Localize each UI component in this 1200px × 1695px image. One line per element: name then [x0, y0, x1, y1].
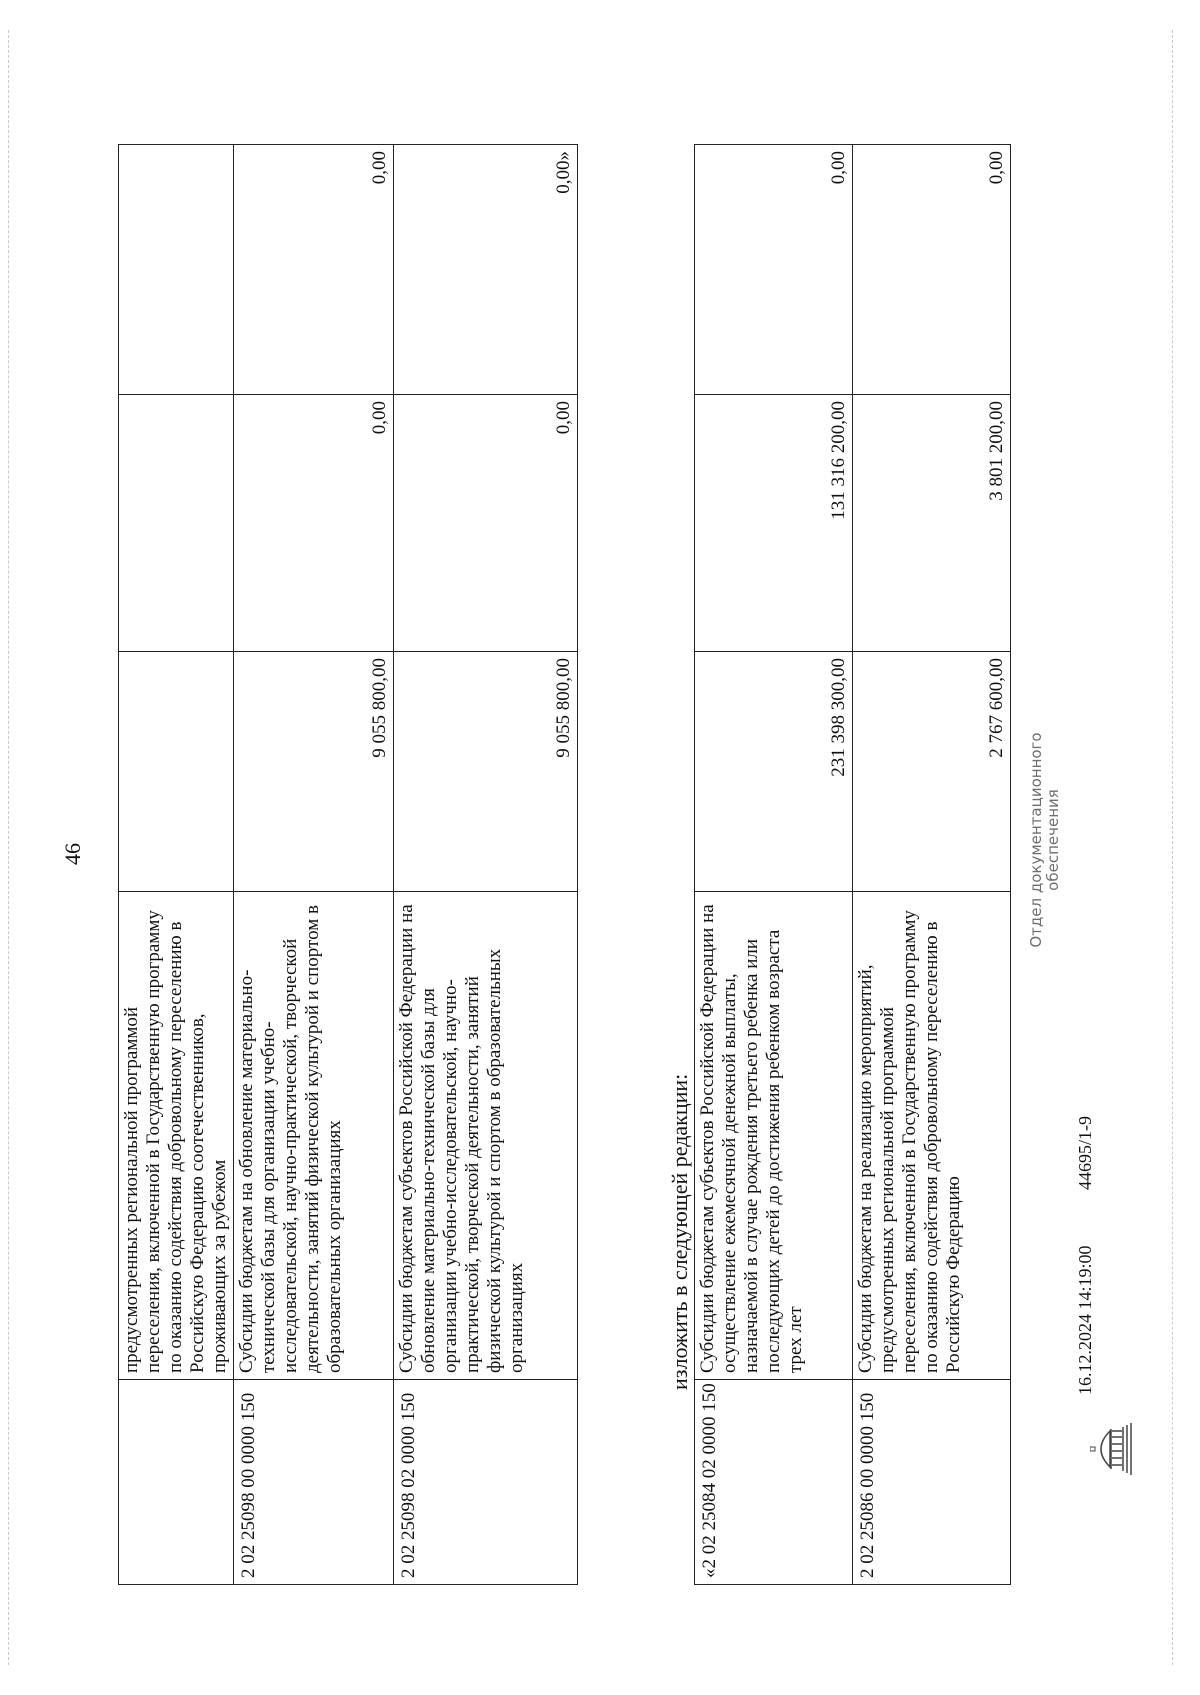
value-cell: 0,00: [234, 395, 394, 652]
scan-edge-bottom: [1172, 30, 1173, 1665]
table-row: [234, 145, 394, 1585]
budget-code: [119, 1380, 234, 1585]
budget-description: Субсидии бюджетам субъектов Российской Федерации на осуществление ежемесячной денежной выплаты, назначаемой в случае рождения третьего ребенка или последующих детей до достижения ребенком возраста трех лет: [695, 892, 853, 1380]
value-cell: 0,00: [695, 145, 853, 395]
value-cell: 0,00»: [394, 145, 578, 395]
scan-edge-top: [8, 30, 9, 1665]
value-cell: 231 398 300,00: [695, 652, 853, 892]
department-stamp: [1028, 675, 1062, 1005]
duma-emblem-icon: [1090, 1421, 1132, 1477]
page-number: 46: [60, 843, 85, 865]
table-row: [853, 145, 1011, 1585]
table-row: [695, 145, 853, 1585]
budget-code: 2 02 25098 00 0000 150: [234, 1380, 394, 1585]
value-cell: 9 055 800,00: [394, 652, 578, 892]
budget-description: Субсидии бюджетам субъектов Российской Федерации на обновление материально-технической базы для организации учебно-исследовательской, научно-практической, творческой деятельности, занятий физической культурой и спортом в образовательных организациях: [394, 892, 578, 1380]
value-cell: [119, 145, 234, 395]
value-cell: 3 801 200,00: [853, 395, 1011, 652]
budget-description: предусмотренных региональной программой переселения, включенной в Государственную программу по оказанию содействия добровольному переселению в Российскую Федерацию соотечественников, проживающих за рубежом: [119, 892, 234, 1380]
footer-document-number: 44695/1-9: [1075, 1116, 1095, 1190]
value-cell: [119, 652, 234, 892]
value-cell: 2 767 600,00: [853, 652, 1011, 892]
budget-code: «2 02 25084 02 0000 150: [695, 1380, 853, 1585]
stamp-line: обеспечения: [1044, 789, 1062, 891]
table-row: [119, 145, 234, 1585]
value-cell: 131 316 200,00: [695, 395, 853, 652]
value-cell: 0,00: [853, 145, 1011, 395]
value-cell: [119, 395, 234, 652]
budget-code: 2 02 25086 00 0000 150: [853, 1380, 1011, 1585]
table-row: [394, 145, 578, 1585]
amendment-clause: изложить в следующей редакции:: [667, 1073, 692, 1390]
value-cell: 0,00: [234, 145, 394, 395]
value-cell: 0,00: [394, 395, 578, 652]
budget-table-bottom: [694, 144, 1011, 1585]
budget-code: 2 02 25098 02 0000 150: [394, 1380, 578, 1585]
stamp-line: Отдел документационного: [1027, 732, 1045, 948]
budget-description: Субсидии бюджетам на реализацию мероприятий, предусмотренных региональной программой переселения, включенной в Государственную программу по оказанию содействия добровольному переселению в Российскую Федерацию: [853, 892, 1011, 1380]
budget-table-top: [118, 144, 578, 1585]
footer-date: 16.12.2024 14:19:00: [1075, 1245, 1095, 1395]
value-cell: 9 055 800,00: [234, 652, 394, 892]
budget-description: Субсидии бюджетам на обновление материально-технической базы для организации учебно-исследовательской, научно-практической, творческой деятельности, занятий физической культурой и спортом в образовательных организациях: [234, 892, 394, 1380]
